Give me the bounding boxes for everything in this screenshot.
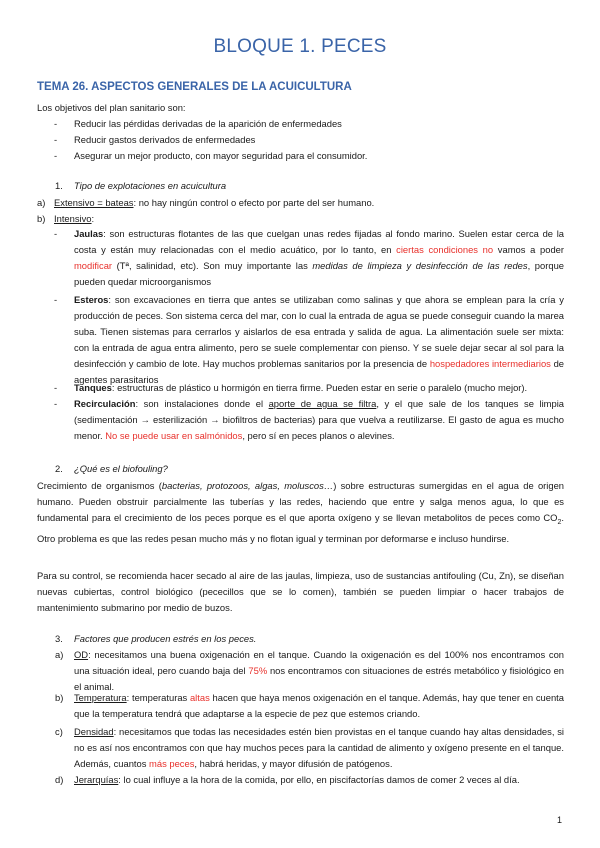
jerarquias-paragraph: Jerarquías: lo cual influye a la hora de la comida, por ello, en piscifactorías damos de comer 2 veces al día. bbox=[74, 774, 520, 785]
list-letter: b) bbox=[37, 213, 46, 224]
intro-text: Los objetivos del plan sanitario son: bbox=[37, 102, 186, 113]
bullet-dash: - bbox=[54, 134, 58, 145]
list-letter: a) bbox=[37, 197, 46, 208]
densidad-paragraph: Densidad: necesitamos que todas las necesidades estén bien provistas en el tanque cuando hay altas densidades, si no es así nos encontramos con que hay muchos peces para la cantidad de alimento y oxígeno presente en el tanque. Además, cuantos más peces, habrá heridas, y mayor difusión de patógenos. bbox=[74, 726, 564, 769]
section-title: ¿Qué es el biofouling? bbox=[74, 463, 168, 474]
objective-item: Reducir las pérdidas derivadas de la aparición de enfermedades bbox=[74, 118, 342, 129]
bullet-dash: - bbox=[54, 398, 58, 409]
esteros-paragraph: Esteros: son excavaciones en tierra que antes se utilizaban como salinas y que ahora se emplean para la cría y producción de peces. Son sistema cerca del mar, con lo cual la entrada de agua se puede conseguir cuando la marea suba. Tienen sistemas para cerrarlos y aislarlos de esa entrada y salida de agua. La alimentación suele ser mixta: con la entrada de agua entra alimento, pero se suele complementar con pienso. Y se suele dejar secar al sol para la desinfección y cambio de lote. Hay muchos problemas sanitarios por la presencia de hospedadores intermediarios de agentes parasitarios bbox=[74, 294, 565, 385]
control-paragraph: Para su control, se recomienda hacer secado al aire de las jaulas, limpieza, uso de sustancias antifouling (Cu, Zn), se diseñan nuevas cubiertas, control biológico (pececillos que se lo comen), también se pueden limpiar o hacer trabajos de mantenimiento submarino por medio de buzos. bbox=[37, 570, 564, 613]
intensivo-item: Intensivo: bbox=[54, 213, 95, 224]
bullet-dash: - bbox=[54, 294, 58, 305]
tanques-paragraph: Tanques: estructuras de plástico u hormigón en tierra firme. Pueden estar en serie o paralelo (mucho mejor). bbox=[74, 382, 528, 393]
bullet-dash: - bbox=[54, 228, 58, 239]
list-letter: a) bbox=[55, 649, 64, 660]
section-number: 3. bbox=[55, 633, 63, 644]
topic-heading: TEMA 26. ASPECTOS GENERALES DE LA ACUICULTURA bbox=[37, 81, 352, 93]
bullet-dash: - bbox=[54, 382, 58, 393]
page-number: 1 bbox=[556, 815, 562, 825]
bullet-dash: - bbox=[54, 118, 58, 129]
section-number: 2. bbox=[55, 463, 63, 474]
objective-item: Asegurar un mejor producto, con mayor seguridad para el consumidor. bbox=[74, 150, 368, 161]
list-letter: d) bbox=[55, 774, 64, 785]
recirculacion-paragraph: Recirculación: son instalaciones donde el aporte de agua se filtra, y el que sale de los tanques se limpia (sedimentación → esterilización → biofiltros de bacterias) para que vuelva a reutilizarse. El gasto de agua es mucho menor. No se puede usar en salmónidos, pero sí en peces planos o alevines. bbox=[74, 398, 564, 441]
bullet-dash: - bbox=[54, 150, 58, 161]
jaulas-paragraph: Jaulas: son estructuras flotantes de las que cuelgan unas redes fijadas al fondo marino. Suelen estar cerca de la costa y están muy relacionadas con el medio acuático, por lo tanto, en ciertas condiciones no vamos a poder modificar (Tª, salinidad, etc). Son muy importante las medidas de limpieza y desinfección de las redes, porque pueden quedar microorganismos bbox=[74, 228, 565, 287]
section-title: Factores que producen estrés en los peces. bbox=[74, 633, 257, 644]
list-letter: c) bbox=[55, 726, 63, 737]
list-letter: b) bbox=[55, 692, 64, 703]
od-paragraph: OD: necesitamos una buena oxigenación en el tanque. Cuando la oxigenación es del 100% nos encontramos con una situación ideal, pero cuando baja del 75% nos encontramos con situaciones de estrés metabólico y fisiológico en el animal. bbox=[74, 649, 565, 692]
section-title: Tipo de explotaciones en acuicultura bbox=[74, 180, 227, 191]
document-title: BLOQUE 1. PECES bbox=[213, 36, 387, 57]
objective-item: Reducir gastos derivados de enfermedades bbox=[74, 134, 256, 145]
extensivo-item: Extensivo = bateas: no hay ningún control o efecto por parte del ser humano. bbox=[54, 197, 375, 208]
section-number: 1. bbox=[55, 180, 63, 191]
temperatura-paragraph: Temperatura: temperaturas altas hacen que haya menos oxigenación en el tanque. Además, hay que tener en cuenta que la temperatura tendrá que adaptarse a la especie de pez que estemos criando. bbox=[74, 692, 564, 719]
biofouling-paragraph: Crecimiento de organismos (bacterias, protozoos, algas, moluscos…) sobre estructuras sumergidas en el agua de origen humano. Pueden obstruir parcialmente las tuberías y las redes, haciendo que entre y salga menos agua, lo que es fundamental para el crecimiento de los peces porque es el que aporta oxígeno y se llevan metabolitos de peces como $CO_2$. Otro problema es que las redes pesan mucho más y no flotan igual y terminan por deformarse e incluso hundirse. bbox=[37, 480, 565, 544]
